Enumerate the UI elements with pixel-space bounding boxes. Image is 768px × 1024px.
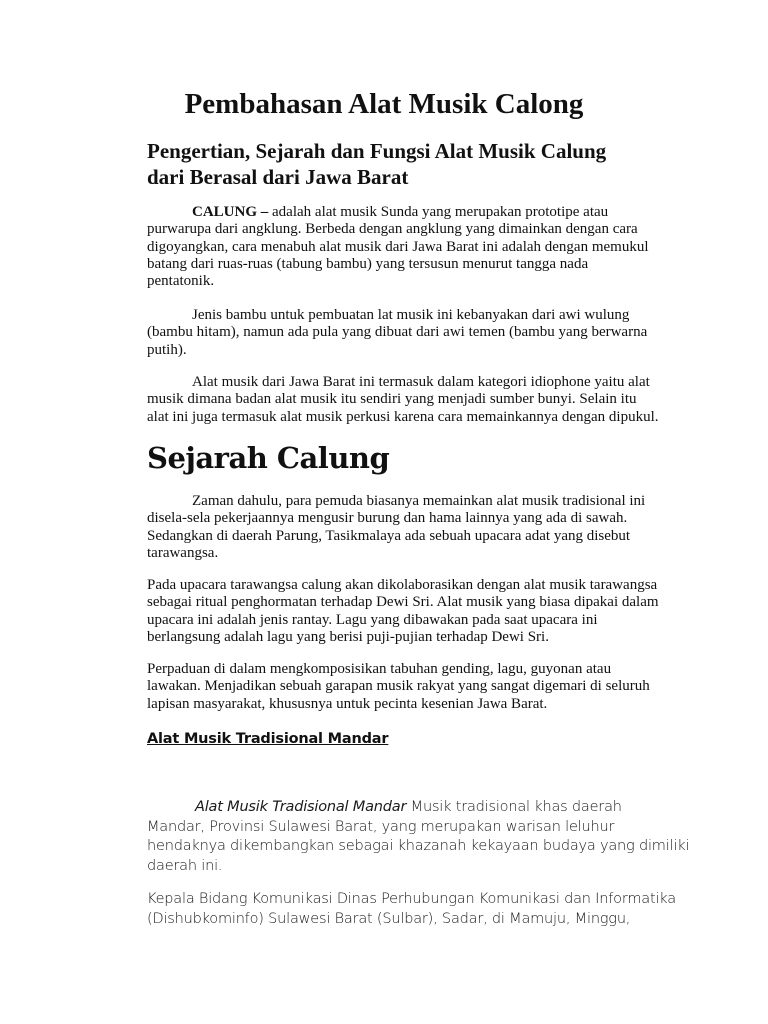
paragraph-line: digoyangkan, cara menabuh alat musik dari Jawa Barat ini adalah dengan memukul (147, 238, 649, 255)
paragraph-tarawangsa (147, 577, 707, 646)
paragraph-perpaduan (147, 661, 707, 713)
section-subtitle (147, 138, 707, 190)
paragraph-line: hendaknya dikembangkan sebagai khazanah kekayaan budaya yang dimiliki (147, 838, 690, 854)
paragraph-line: tarawangsa. (147, 544, 219, 561)
calung-term: CALUNG – (192, 204, 269, 220)
paragraph-line: musik dimana badan alat musik itu sendiri yang menjadi sumber bunyi. Selain itu (147, 391, 637, 408)
mandar-heading: Alat Musik Tradisional Mandar (147, 731, 389, 747)
paragraph-line: disela-sela pekerjaannya mengusir burung dan hama lainnya yang ada di sawah. (147, 510, 628, 527)
sejarah-heading: Sejarah Calung (147, 441, 390, 475)
paragraph-line: batang dari ruas-ruas (tabung bambu) yang tersusun menurut tangga nada (147, 255, 589, 272)
paragraph-line: adalah alat musik Sunda yang merupakan prototipe atau (268, 204, 609, 220)
paragraph-line: purwarupa dari angklung. Berbeda dengan angklung yang dimainkan dengan cara (147, 221, 638, 238)
paragraph-line: (bambu hitam), namun ada pula yang dibuat dari awi temen (bambu yang berwarna (147, 324, 648, 341)
paragraph-line: Zaman dahulu, para pemuda biasanya memainkan alat musik tradisional ini (192, 493, 646, 509)
paragraph-line: Pada upacara tarawangsa calung akan dikolaborasikan dengan alat musik tarawangsa (147, 577, 658, 593)
paragraph-line: Perpaduan di dalam mengkomposisikan tabuhan gending, lagu, guyonan atau (147, 661, 612, 677)
subtitle-line-2: dari Berasal dari Jawa Barat (147, 165, 409, 189)
paragraph-line: lawakan. Menjadikan sebuah garapan musik rakyat yang sangat digemari di seluruh (147, 678, 650, 695)
paragraph-idiophone (147, 374, 707, 426)
paragraph-line: putih). (147, 341, 187, 358)
paragraph-mandar-intro (147, 798, 707, 876)
paragraph-line: Alat musik dari Jawa Barat ini termasuk dalam kategori idiophone yaitu alat (192, 374, 650, 390)
paragraph-line: Mandar, Provinsi Sulawesi Barat, yang merupakan warisan leluhur (147, 818, 615, 835)
paragraph-line: daerah ini. (147, 857, 223, 874)
paragraph-line: upacara ini adalah jenis rantay. Lagu yang dibawakan pada saat upacara ini (147, 611, 598, 628)
paragraph-bamboo-types (147, 307, 707, 359)
paragraph-line: berlangsung adalah lagu yang berisi puji-pujian terhadap Dewi Sri. (147, 628, 549, 645)
document-title: Pembahasan Alat Musik Calong (184, 88, 584, 120)
paragraph-line: Musik tradisional khas daerah (406, 799, 622, 815)
paragraph-line: pentatonik. (147, 273, 215, 290)
paragraph-line: alat ini juga termasuk alat musik perkusi karena cara memainkannya dengan dipukul. (147, 408, 659, 425)
paragraph-line: lapisan masyarakat, khususnya untuk pecinta kesenian Jawa Barat. (147, 695, 548, 712)
paragraph-dishubkominfo (147, 890, 707, 929)
paragraph-calung-definition (147, 204, 707, 290)
paragraph-line: Jenis bambu untuk pembuatan lat musik ini kebanyakan dari awi wulung (192, 307, 630, 323)
subtitle-line-1: Pengertian, Sejarah dan Fungsi Alat Musik Calung (147, 139, 607, 163)
paragraph-line: sebagai ritual penghormatan terhadap Dewi Sri. Alat musik yang biasa dipakai dalam (147, 594, 659, 611)
paragraph-line: (Dishubkominfo) Sulawesi Barat (Sulbar), Sadar, di Mamuju, Minggu, (147, 910, 631, 927)
paragraph-history (147, 493, 707, 562)
mandar-italic-lead: Alat Musik Tradisional Mandar (195, 799, 407, 815)
paragraph-line: Sedangkan di daerah Parung, Tasikmalaya ada sebuah upacara adat yang disebut (147, 527, 631, 544)
paragraph-line: Kepala Bidang Komunikasi Dinas Perhubungan Komunikasi dan Informatika (147, 891, 676, 907)
